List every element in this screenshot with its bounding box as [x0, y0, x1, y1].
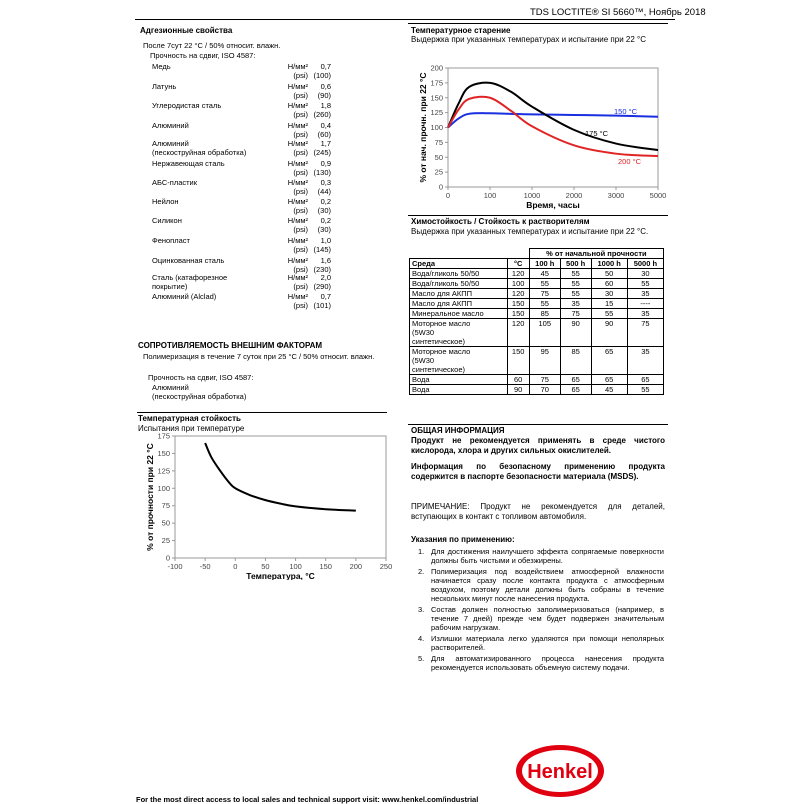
table-row [410, 385, 664, 395]
chem-col-header: 1000 h [591, 259, 627, 269]
material-name: Силикон [152, 216, 182, 225]
y-tick-label: 150 [157, 448, 170, 458]
temp-resistance-subtitle: Испытания при температуре [138, 424, 245, 433]
material-name: Фенопласт [152, 236, 190, 245]
material-value: 1,8 [320, 101, 331, 110]
temp-resistance-chart [135, 430, 395, 580]
x-tick-label: 100 [289, 562, 302, 571]
material-value-psi: (44) [317, 187, 331, 196]
table-cell: 45 [529, 269, 560, 279]
material-value: 0,9 [320, 159, 331, 168]
y-tick-label: 100 [157, 483, 170, 493]
material-unit: Н/мм² [287, 197, 308, 206]
x-tick-label: 250 [379, 562, 393, 571]
material-unit-psi: (psi) [293, 187, 308, 196]
table-row [410, 375, 664, 385]
x-tick-label: 3000 [607, 191, 625, 200]
table-cell: 65 [591, 375, 627, 385]
material-value: 0,3 [320, 178, 331, 187]
table-cell: Моторное масло (5W30 синтетическое) [410, 347, 508, 375]
table-cell: Масло для АКПП [410, 289, 508, 299]
material-unit: Н/мм² [287, 236, 308, 245]
table-cell: 35 [627, 289, 663, 299]
material-value-psi: (100) [313, 71, 331, 80]
table-cell: 55 [560, 279, 591, 289]
usage-item [411, 547, 664, 565]
y-tick-label: 175 [430, 78, 443, 88]
series-line [448, 97, 658, 156]
material-unit-psi: (psi) [293, 206, 308, 215]
plot-frame [448, 68, 658, 187]
x-tick-label: 5000 [649, 191, 667, 200]
material-name: Оцинкованная сталь [152, 256, 225, 265]
material-unit: Н/мм² [287, 273, 308, 282]
material-value-psi: (145) [313, 245, 331, 254]
chem-subtitle: Выдержка при указанных температурах и испытание при 22 °C. [411, 227, 649, 236]
table-cell: 85 [529, 309, 560, 319]
material-unit-psi: (psi) [293, 91, 308, 100]
general-title: ОБЩАЯ ИНФОРМАЦИЯ [411, 426, 505, 435]
table-cell: 55 [627, 279, 663, 289]
y-tick-label: 25 [161, 536, 170, 546]
table-row [410, 299, 664, 309]
usage-item-number: 5. [418, 654, 425, 663]
material-unit-psi: (psi) [293, 168, 308, 177]
table-cell: 55 [627, 385, 663, 395]
material-value: 0,2 [320, 216, 331, 225]
x-tick-label: 50 [261, 562, 270, 571]
series-label: 150 °C [614, 107, 638, 116]
y-tick-label: 50 [434, 152, 443, 162]
table-cell: 65 [591, 347, 627, 375]
usage-item [411, 634, 664, 652]
y-tick-label: 0 [165, 553, 170, 563]
table-cell: 75 [529, 375, 560, 385]
general-p1: Продукт не рекомендуется применять в среде чистого кислорода, хлора и других сильных окислителей. [411, 436, 665, 455]
material-value-psi: (30) [317, 206, 331, 215]
heat-aging-chart [405, 58, 670, 210]
environment-shear: Прочность на сдвиг, ISO 4587: [148, 373, 254, 382]
usage-item-text: Полимеризация под воздействием атмосферной влажности начинается сразу после контакта продукта с атмосферным воздухом, поэтому детали должны быть собраны в течение нескольких минут после нанесения продукта. [431, 567, 664, 603]
material-unit-psi: (psi) [293, 245, 308, 254]
table-cell: 55 [560, 289, 591, 299]
table-cell: 75 [627, 319, 663, 347]
chem-table [409, 248, 664, 395]
material-unit: Н/мм² [287, 82, 308, 91]
x-tick-label: 200 [349, 562, 363, 571]
table-cell: 95 [529, 347, 560, 375]
section-rule [408, 424, 668, 425]
table-cell: Масло для АКПП [410, 299, 508, 309]
y-tick-label: 75 [161, 501, 170, 511]
table-cell: 60 [591, 279, 627, 289]
x-tick-label: -50 [199, 562, 211, 571]
material-value-psi: (245) [313, 148, 331, 157]
usage-item-number: 3. [418, 605, 425, 614]
chem-title: Химостойкость / Стойкость к растворителям [411, 217, 590, 226]
material-value: 1,7 [320, 139, 331, 148]
material-value: 2,0 [320, 273, 331, 282]
material-value-psi: (130) [313, 168, 331, 177]
general-note: ПРИМЕЧАНИЕ: Продукт не рекомендуется для деталей, вступающих в контакт с топливом автомобиля. [411, 502, 665, 521]
table-cell: 65 [560, 385, 591, 395]
table-cell: 90 [591, 319, 627, 347]
material-unit-psi: (psi) [293, 110, 308, 119]
adhesion-shear: Прочность на сдвиг, ISO 4587: [150, 51, 256, 60]
material-unit-psi: (psi) [293, 225, 308, 234]
table-cell: Вода [410, 385, 508, 395]
series-line [205, 443, 356, 511]
y-tick-label: 75 [434, 137, 443, 147]
material-unit: Н/мм² [287, 101, 308, 110]
table-cell: 30 [627, 269, 663, 279]
y-tick-label: 25 [434, 167, 443, 177]
table-cell: 55 [560, 269, 591, 279]
section-rule [408, 23, 668, 24]
chem-top-header: % от начальной прочности [529, 249, 663, 259]
table-cell: 75 [560, 309, 591, 319]
series-label: 175 °C [585, 129, 609, 138]
x-tick-label: -100 [167, 562, 183, 571]
table-cell: 85 [560, 347, 591, 375]
table-cell: Вода/гликоль 50/50 [410, 269, 508, 279]
y-tick-label: 175 [157, 431, 170, 441]
table-cell: 55 [591, 309, 627, 319]
x-tick-label: 100 [483, 191, 497, 200]
table-cell: 35 [560, 299, 591, 309]
table-cell: 90 [507, 385, 529, 395]
section-rule [408, 215, 668, 216]
material-name: Сталь (катафорезное покрытие) [152, 273, 228, 291]
material-value: 1,0 [320, 236, 331, 245]
material-name: Латунь [152, 82, 177, 91]
material-unit-psi: (psi) [293, 301, 308, 310]
material-name: Медь [152, 62, 171, 71]
material-unit: Н/мм² [287, 121, 308, 130]
material-name: Алюминий [152, 121, 189, 130]
usage-list [411, 547, 664, 674]
x-tick-label: 1000 [523, 191, 541, 200]
material-name: Алюминий (Alclad) [152, 292, 217, 301]
table-cell: 30 [591, 289, 627, 299]
y-tick-label: 125 [430, 108, 443, 118]
x-axis-label: Время, часы [526, 200, 580, 210]
material-value-psi: (290) [313, 282, 331, 291]
material-name: Нейлон [152, 197, 179, 206]
usage-item-text: Для достижения наилучшего эффекта сопрягаемые поверхности должны быть чистыми и обезжирены. [431, 547, 664, 565]
table-cell: 55 [529, 299, 560, 309]
material-unit-psi: (psi) [293, 71, 308, 80]
material-value: 0,2 [320, 197, 331, 206]
table-row [410, 309, 664, 319]
y-tick-label: 100 [430, 123, 443, 132]
footer-text: For the most direct access to local sales and technical support visit: www.henkel.com/industrial [136, 795, 479, 804]
y-tick-label: 200 [430, 63, 443, 73]
y-tick-label: 50 [161, 518, 170, 528]
table-cell: 65 [627, 375, 663, 385]
chem-col-header: 100 h [529, 259, 560, 269]
header-rule [135, 19, 675, 20]
x-tick-label: 0 [445, 191, 451, 200]
table-cell: 45 [591, 385, 627, 395]
material-value: 0,6 [320, 82, 331, 91]
material-unit: Н/мм² [287, 139, 308, 148]
material-value: 1,6 [320, 256, 331, 265]
material-value-psi: (90) [317, 91, 331, 100]
section-rule [137, 412, 387, 413]
table-cell: 105 [529, 319, 560, 347]
table-row [410, 289, 664, 299]
table-row [410, 347, 664, 375]
table-cell: 150 [507, 347, 529, 375]
chem-col-header: Среда [410, 259, 508, 269]
material-name: Алюминий (пескоструйная обработка) [152, 139, 247, 157]
table-row [410, 319, 664, 347]
material-unit: Н/мм² [287, 159, 308, 168]
material-value-psi: (230) [313, 265, 331, 274]
table-row [410, 269, 664, 279]
material-value-psi: (30) [317, 225, 331, 234]
x-tick-label: 2000 [565, 191, 583, 200]
material-value: 0,4 [320, 121, 331, 130]
chem-col-header: °C [507, 259, 529, 269]
table-cell: 90 [560, 319, 591, 347]
table-cell: 120 [507, 319, 529, 347]
usage-item [411, 654, 664, 672]
usage-item-number: 4. [418, 634, 425, 643]
y-tick-label: 0 [438, 182, 443, 192]
series-label: 200 °C [618, 157, 642, 166]
temp-resistance-title: Температурная стойкость [138, 414, 241, 423]
document-header: TDS LOCTITE® SI 5660™, Ноябрь 2018 [530, 7, 706, 18]
table-cell: 120 [507, 269, 529, 279]
plot-frame [175, 436, 386, 558]
general-p2: Информация по безопасному применению продукта содержится в паспорте безопасности материала (MSDS). [411, 462, 665, 481]
table-cell: 150 [507, 299, 529, 309]
material-unit: Н/мм² [287, 256, 308, 265]
chem-col-header: 5000 h [627, 259, 663, 269]
material-unit-psi: (psi) [293, 148, 308, 157]
y-tick-label: 125 [157, 466, 170, 476]
table-cell: 35 [627, 347, 663, 375]
table-cell: Моторное масло (5W30 синтетическое) [410, 319, 508, 347]
material-value-psi: (101) [313, 301, 331, 310]
chem-col-header: 500 h [560, 259, 591, 269]
table-cell: 100 [507, 279, 529, 289]
material-unit: Н/мм² [287, 216, 308, 225]
table-cell: 120 [507, 289, 529, 299]
material-value: 0,7 [320, 292, 331, 301]
usage-item-text: Для автоматизированного процесса нанесения продукта рекомендуется использовать объемную систему подачи. [431, 654, 664, 672]
y-axis-label: % от прочности при 22 °C [145, 443, 155, 551]
environment-substrate: Алюминий (пескоструйная обработка) [152, 383, 247, 401]
usage-item-number: 1. [418, 547, 425, 556]
heat-aging-subtitle: Выдержка при указанных температурах и испытание при 22 °C [411, 35, 646, 44]
material-unit: Н/мм² [287, 62, 308, 71]
henkel-logo [514, 743, 606, 799]
usage-item [411, 605, 664, 632]
usage-item-number: 2. [418, 567, 425, 576]
material-name: Углеродистая сталь [152, 101, 222, 110]
material-name: Нержавеющая сталь [152, 159, 225, 168]
x-axis-label: Температура, °C [246, 571, 315, 580]
material-value-psi: (60) [317, 130, 331, 139]
usage-item-text: Излишки материала легко удаляются при помощи неполярных растворителей. [431, 634, 664, 652]
usage-item-text: Состав должен полностью заполимеризоваться (например, в течение 7 дней) прежде чем будет подвержен значительным рабочим нагрузкам. [431, 605, 664, 632]
table-cell: Минеральное масло [410, 309, 508, 319]
table-cell: Вода/гликоль 50/50 [410, 279, 508, 289]
material-value: 0,7 [320, 62, 331, 71]
table-cell: 55 [529, 279, 560, 289]
table-cell: 70 [529, 385, 560, 395]
material-unit: Н/мм² [287, 292, 308, 301]
adhesion-cure: После 7сут 22 °C / 50% относит. влажн. [143, 41, 281, 50]
adhesion-title: Адгезионные свойства [140, 26, 233, 35]
table-cell: 150 [507, 309, 529, 319]
usage-item [411, 567, 664, 603]
environment-title: СОПРОТИВЛЯЕМОСТЬ ВНЕШНИМ ФАКТОРАМ [138, 341, 323, 350]
y-tick-label: 150 [430, 93, 443, 103]
material-unit-psi: (psi) [293, 265, 308, 274]
usage-title: Указания по применению: [411, 535, 515, 544]
table-cell: 60 [507, 375, 529, 385]
logo-text: Henkel [527, 761, 593, 783]
table-cell: 15 [591, 299, 627, 309]
table-cell: Вода [410, 375, 508, 385]
table-row [410, 279, 664, 289]
y-axis-label: % от нач. прочн. при 22 °C [418, 72, 428, 183]
table-cell: 75 [529, 289, 560, 299]
material-unit: Н/мм² [287, 178, 308, 187]
x-tick-label: 150 [319, 562, 332, 571]
table-cell: 65 [560, 375, 591, 385]
material-unit-psi: (psi) [293, 130, 308, 139]
table-cell: 35 [627, 309, 663, 319]
table-cell: 50 [591, 269, 627, 279]
table-cell: ---- [627, 299, 663, 309]
x-tick-label: 0 [233, 562, 238, 571]
environment-cure: Полимеризация в течение 7 суток при 25 °C / 50% относит. влажн. [143, 352, 375, 361]
material-unit-psi: (psi) [293, 282, 308, 291]
material-name: АБС-пластик [152, 178, 198, 187]
heat-aging-title: Температурное старение [411, 26, 511, 35]
material-value-psi: (260) [313, 110, 331, 119]
